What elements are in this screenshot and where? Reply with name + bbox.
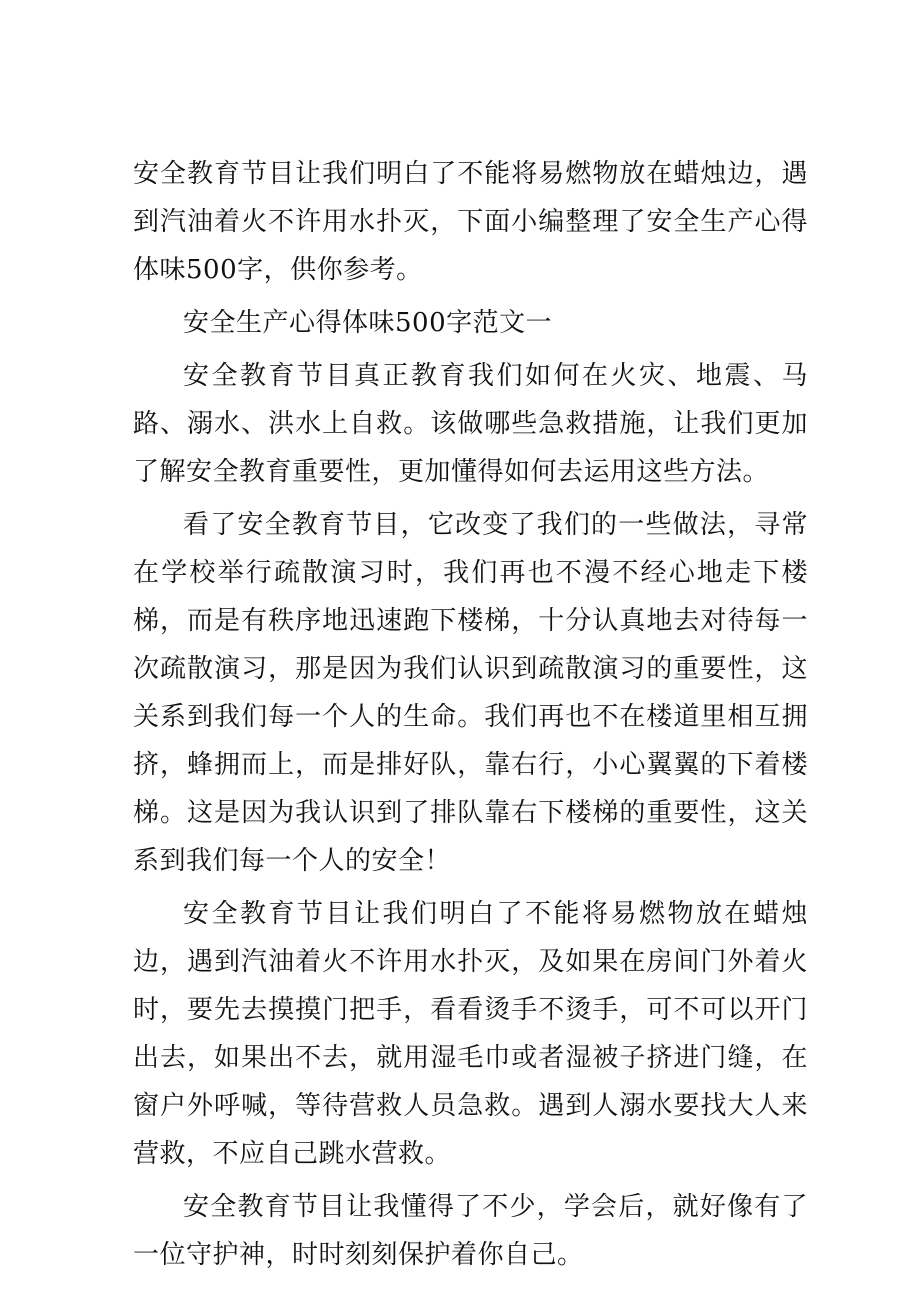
body-paragraph-3: 安全教育节目让我们明白了不能将易燃物放在蜡烛边，遇到汽油着火不许用水扑灭，及如果在房间门外着火时，要先去摸摸门把手，看看烫手不烫手，可不可以开门出去，如果出不去，就用湿毛巾或者湿被子挤进门缝，在窗户外呼喊，等待营救人员急救。遇到人溺水要找大人来营救，不应自己跳水营救。 — [133, 899, 808, 1169]
body-paragraph-1: 安全教育节目真正教育我们如何在火灾、地震、马路、溺水、洪水上自救。该做哪些急救措施，让我们更加了解安全教育重要性，更加懂得如何去运用这些方法。 — [133, 361, 808, 487]
section-title: 安全生产心得体味500字范文一 — [183, 308, 553, 338]
document-body — [133, 150, 808, 1284]
intro-paragraph: 安全教育节目让我们明白了不能将易燃物放在蜡烛边，遇到汽油着火不许用水扑灭，下面小编整理了安全生产心得体味500字，供你参考。 — [133, 159, 808, 285]
body-paragraph-4: 安全教育节目让我懂得了不少，学会后，就好像有了一位守护神，时时刻刻保护着你自己。 — [133, 1192, 808, 1270]
body-paragraph-2: 看了安全教育节目，它改变了我们的一些做法，寻常在学校举行疏散演习时，我们再也不漫不经心地走下楼梯，而是有秩序地迅速跑下楼梯，十分认真地去对待每一次疏散演习，那是因为我们认识到疏散演习的重要性，这关系到我们每一个人的生命。我们再也不在楼道里相互拥挤，蜂拥而上，而是排好队，靠右行，小心翼翼的下着楼梯。这是因为我认识到了排队靠右下楼梯的重要性，这关系到我们每一个人的安全！ — [133, 510, 808, 876]
